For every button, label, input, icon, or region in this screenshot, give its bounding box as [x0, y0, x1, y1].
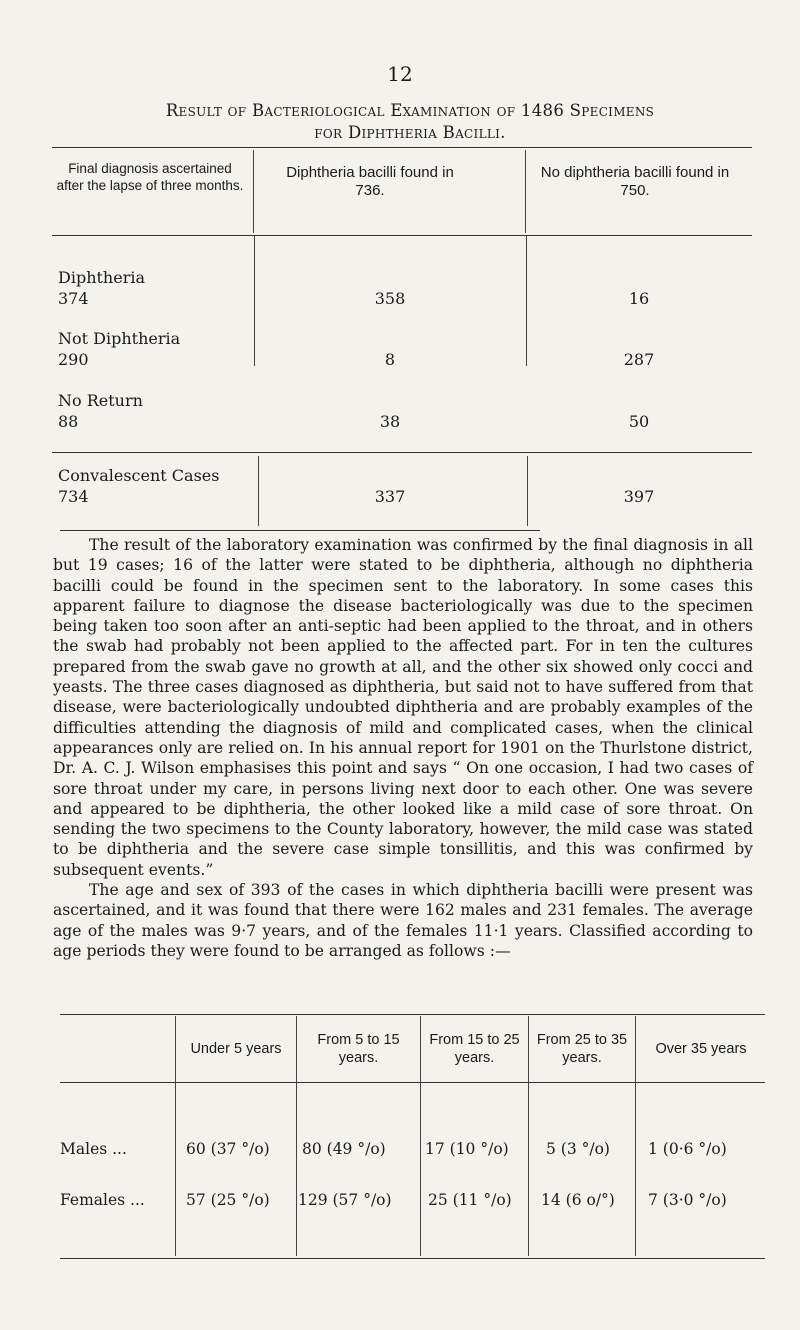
title-line-1: Result of Bacteriological Examination of 1486 Specimens	[165, 101, 655, 120]
cell-not-found: 287	[623, 350, 655, 369]
header-under-5: Under 5 years	[190, 1041, 282, 1057]
header-rule	[60, 1082, 765, 1083]
row-total: 88	[58, 412, 79, 431]
cell-value: 1 (0·6 °/o)	[648, 1140, 727, 1158]
cell-value: 129 (57 °/o)	[298, 1191, 392, 1209]
table-top-rule	[60, 1014, 765, 1015]
row-label-females: Females ...	[60, 1191, 145, 1209]
row-label-diphtheria: Diphtheria	[58, 268, 145, 287]
header-rule	[52, 235, 752, 236]
cell-found: 358	[374, 289, 406, 308]
header-no-bacilli: No diphtheria bacilli found in 750.	[540, 164, 730, 199]
cell-found: 38	[379, 412, 401, 431]
cell-not-found: 16	[628, 289, 650, 308]
table-bottom-rule	[60, 530, 540, 531]
cell-value: 57 (25 °/o)	[186, 1191, 270, 1209]
header-25-to-35: From 25 to 35 years.	[536, 1032, 628, 1066]
cell-value: 17 (10 °/o)	[425, 1140, 509, 1158]
cell-not-found: 397	[623, 487, 655, 506]
page-title	[60, 100, 760, 144]
table-bottom-rule	[60, 1258, 765, 1259]
cell-found: 8	[384, 350, 396, 369]
row-total: 374	[58, 289, 89, 308]
paragraph: The age and sex of 393 of the cases in which diphtheria bacilli were present was ascertained, and it was found that there were 162 males and 231 females. The average age of the males was 9·7 years, and of the females 11·1 years. Classified according to age periods they were found to be arranged as follows :—	[53, 881, 753, 960]
cell-not-found: 50	[628, 412, 650, 431]
row-total: 734	[58, 487, 89, 506]
row-label-not-diphtheria: Not Diphtheria	[58, 329, 181, 348]
paragraph: The result of the laboratory examination was confirmed by the final diagnosis in all but 19 cases; 16 of the latter were stated to be diphtheria, although no diphtheria bacilli could be found in the specimen sent to the laboratory. In some cases this apparent failure to diagnose the disease bacteriologically was due to the specimen being taken too soon after an anti-septic had been applied to the throat, and in others the swab had probably not been applied to the affected part. For in ten the cultures prepared from the swab gave no growth at all, and the other six showed only cocci and yeasts. The three cases diagnosed as diphtheria, but said not to have suffered from that disease, were bacteriologically undoubted diphtheria and are probably examples of the difficulties attending the diagnosis of mild and complicated cases, when the clinical appearances only are relied on. In his annual report for 1901 on the Thurlstone district, Dr. A. C. J. Wilson emphasises this point and says “ On one occasion, I had two cases of sore throat under my care, in persons living next door to each other. One was severe and appeared to be diphtheria, the other looked like a mild case of sore throat. On sending the two specimens to the County laboratory, however, the mild case was stated to be diphtheria and the severe case simple tonsillitis, and this was confirmed by subsequent events.”	[53, 536, 753, 879]
row-label-no-return: No Return	[58, 391, 143, 410]
cell-value: 14 (6 o/°)	[541, 1191, 615, 1209]
column-divider	[253, 150, 254, 233]
cell-value: 60 (37 °/o)	[186, 1140, 270, 1158]
header-final-diagnosis: Final diagnosis ascertained after the lapse of three months.	[56, 161, 244, 193]
column-divider	[525, 150, 526, 233]
header-5-to-15: From 5 to 15 years.	[317, 1032, 400, 1066]
row-total: 290	[58, 350, 89, 369]
cell-value: 7 (3·0 °/o)	[648, 1191, 727, 1209]
column-divider	[258, 456, 259, 526]
section-rule	[52, 452, 752, 453]
header-15-to-25: From 15 to 25 years.	[429, 1032, 520, 1066]
row-label-males: Males ...	[60, 1140, 127, 1158]
column-divider	[527, 456, 528, 526]
cell-found: 337	[374, 487, 406, 506]
header-bacilli-found: Diphtheria bacilli found in 736.	[286, 164, 454, 199]
title-line-2: for Diphtheria Bacilli.	[314, 123, 506, 142]
body-text	[53, 535, 753, 961]
row-label-convalescent: Convalescent Cases	[58, 466, 220, 485]
cell-value: 5 (3 °/o)	[546, 1140, 610, 1158]
page-number: 12	[387, 62, 413, 86]
cell-value: 80 (49 °/o)	[302, 1140, 386, 1158]
table-top-rule	[52, 147, 752, 148]
cell-value: 25 (11 °/o)	[428, 1191, 512, 1209]
header-over-35: Over 35 years	[655, 1041, 747, 1057]
